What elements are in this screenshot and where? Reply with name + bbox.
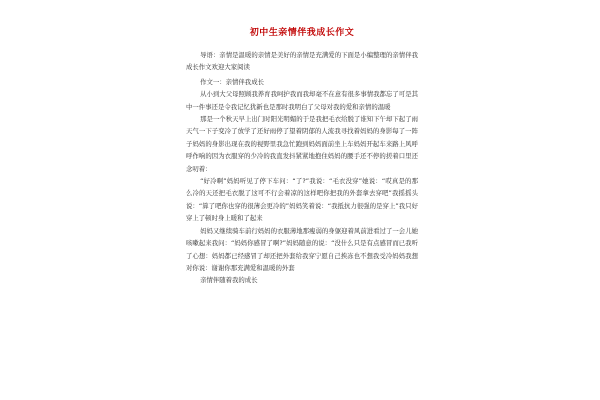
body-paragraph: 从小到大父母照顾我养育我呵护我而我却毫不在意有很多事情我都忘了可是其中一件事还是令我记忆犹新也是那时我明白了父母对我的爱和亲情的温暖 [186,90,418,111]
document-title: 初中生亲情伴我成长作文 [249,28,355,38]
document-body [186,28,418,287]
closing-paragraph: 亲情伴随着我的成长 [200,276,258,285]
section-heading: 作文一：亲情伴我成长 [200,77,264,86]
body-paragraph: “好冷啊”妈妈听见了停下车问：“了?”我说：“毛衣没穿”她说：“哎真是的那么冷的天还把毛衣脱了这可不行会着凉的这样吧你把我的外套拿去穿吧”我摇摇头说：“算了吧你也穿的很薄会更冷的”妈妈笑着说：“我抵抗力很强的是穿上”我只好穿上了顿时身上暖和了起来 [186,177,418,223]
body-paragraph: 妈妈又继续骑车前行妈妈的衣服薄地那瘦弱的身躯迎着风前进看过了一会儿她咳嗽起来我问：“妈妈你感冒了啊?”妈妈随意的说：“没什么只是有点感冒而已我听了心想：妈妈都已经感冒了却还把外套给我穿宁愿自己挨冻也不想我受冷妈妈我想对你说：谢谢你那充满爱和温暖的外套 [186,226,418,272]
body-paragraph: 那是一个秋天早上出门时阳光明媚的于是我把毛衣给脱了谁知下午却下起了雨天气一下子变冷了放学了还好雨停了望着阴郁的人流我寻找着妈妈的身影每了一阵子妈妈的身影出现在我的视野里我急忙跑到妈妈面前坐上车妈妈开起车来路上风呼呼作响的因为衣服穿的少冷的我直发抖紧紧地抱住妈妈的腰手还不停的搓着口里还念叨着： [186,115,418,173]
intro-paragraph: 导语：亲情是温暖的亲情是美好的亲情是充满爱的下面是小编整理的亲情伴我成长作文欢迎大家阅读 [186,51,418,72]
